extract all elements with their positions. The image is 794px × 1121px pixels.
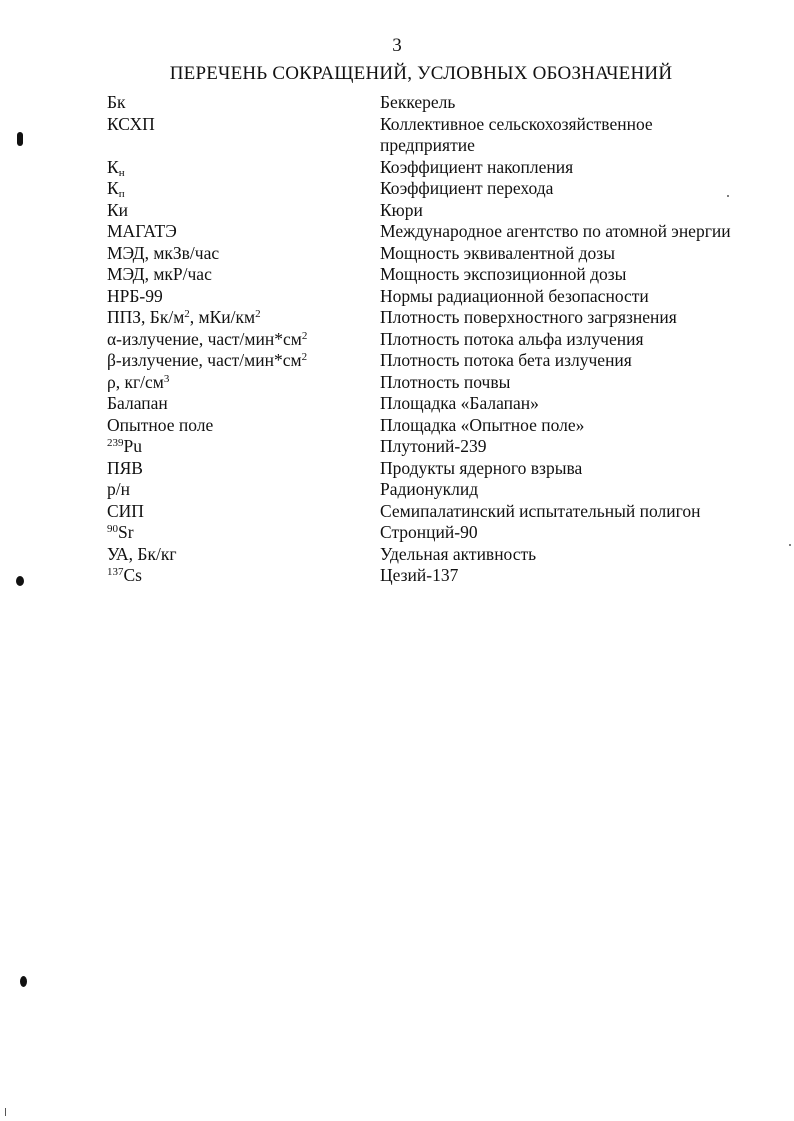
abbreviation-definition: Стронций-90 [380,522,478,542]
abbreviation-row [107,329,747,351]
abbreviation-term [107,307,380,329]
abbreviation-row [107,565,747,587]
abbreviation-term [107,393,380,415]
term-base: Бк [107,92,126,112]
term-base: β-излучение, част/мин*см [107,350,302,370]
abbreviation-definition: Мощность экспозиционной дозы [380,264,627,284]
term-base: ППЗ, Бк/м [107,307,185,327]
abbreviation-row [107,436,747,458]
abbreviation-term [107,264,380,286]
term-prefix-superscript: 239 [107,437,124,449]
abbreviation-row [107,92,747,114]
abbreviation-term [107,286,380,308]
abbreviation-term [107,544,380,566]
abbreviation-definition: Плутоний-239 [380,436,487,456]
term-base: α-излучение, част/мин*см [107,328,302,349]
term-prefix-superscript: 137 [107,566,124,578]
abbreviation-definition: Коллективное сельскохозяйственное предприятие [380,113,653,155]
abbreviation-term [107,243,380,265]
abbreviation-term [107,200,380,222]
abbreviation-term [107,458,380,480]
term-prefix-superscript: 90 [107,523,118,535]
abbreviation-row [107,286,747,308]
abbreviation-term [107,350,380,372]
abbreviation-term [107,522,380,544]
abbreviation-definition: Радионуклид [380,479,479,499]
term-base: К [107,156,119,177]
term-base: НРБ-99 [107,285,163,306]
term-base: Sr [118,522,134,542]
abbreviation-term [107,372,380,394]
scan-artifact-mark [17,132,23,146]
abbreviation-list [107,92,747,587]
abbreviation-row [107,522,747,544]
scan-artifact-mark [16,576,24,586]
term-superscript: 2 [301,351,308,363]
abbreviation-row [107,501,747,523]
abbreviation-row [107,264,747,286]
abbreviation-term [107,92,380,114]
abbreviation-term [107,157,380,179]
term-superscript: 2 [184,308,190,320]
abbreviation-row [107,458,747,480]
scan-artifact-mark [20,976,27,987]
scan-speck [727,195,729,197]
abbreviation-term [107,178,380,200]
abbreviation-definition: Мощность эквивалентной дозы [380,242,615,263]
abbreviation-row [107,307,747,329]
term-base: МАГАТЭ [107,221,177,241]
term-base: Ки [107,199,129,220]
term-base: Cs [123,565,142,585]
abbreviation-term [107,329,380,351]
abbreviation-term [107,501,380,523]
term-base: УА, Бк/кг [107,543,177,564]
abbreviation-term [107,565,380,587]
term-base: Балапан [107,393,168,413]
abbreviation-row [107,479,747,501]
abbreviation-term [107,221,380,243]
abbreviation-row [107,200,747,222]
abbreviation-term [107,436,380,458]
abbreviation-definition: Плотность потока бета излучения [380,350,632,370]
term-base: СИП [107,500,144,521]
abbreviation-definition: Продукты ядерного взрыва [380,457,583,478]
term-base: р/н [107,479,130,499]
abbreviation-row [107,178,747,200]
abbreviation-row [107,415,747,437]
abbreviation-definition: Коэффициент накопления [380,156,574,177]
abbreviation-definition: Плотность поверхностного загрязнения [380,307,677,327]
abbreviation-definition: Международное агентство по атомной энергии [380,221,731,241]
abbreviation-definition: Кюри [380,199,423,220]
term-superscript: 2 [301,329,308,342]
term-base: ρ, кг/см [107,371,164,392]
term-superscript: 3 [163,372,170,385]
abbreviation-definition: Беккерель [380,92,456,112]
abbreviation-term [107,114,380,157]
page-number: 3 [392,35,402,56]
abbreviation-row [107,393,747,415]
term-base: КСХП [107,113,155,134]
abbreviation-row [107,114,747,157]
scan-speck [789,544,791,546]
abbreviation-row [107,372,747,394]
abbreviation-row [107,157,747,179]
term-subscript: п [118,188,125,200]
term-base: К [107,178,119,198]
abbreviation-row [107,243,747,265]
term-base: Опытное поле [107,414,214,435]
term-base: ПЯВ [107,457,143,478]
abbreviation-definition: Нормы радиационной безопасности [380,285,649,306]
abbreviation-term [107,415,380,437]
term-subscript: н [118,166,125,179]
abbreviation-definition: Цезий-137 [380,565,459,585]
abbreviation-definition: Плотность почвы [380,371,511,392]
term-tail: , мКи/км [189,307,256,327]
term-tail-superscript: 2 [255,308,261,320]
term-base: Pu [123,436,142,456]
abbreviation-definition: Удельная активность [380,543,537,564]
abbreviation-definition: Площадка «Опытное поле» [380,414,585,435]
abbreviation-definition: Коэффициент перехода [380,178,554,198]
term-base: МЭД, мкР/час [107,264,212,284]
abbreviation-definition: Площадка «Балапан» [380,393,539,413]
term-base: МЭД, мкЗв/час [107,242,220,263]
abbreviation-row [107,350,747,372]
abbreviation-row [107,544,747,566]
abbreviation-definition: Плотность потока альфа излучения [380,328,644,349]
abbreviation-definition: Семипалатинский испытательный полигон [380,500,701,521]
abbreviation-term [107,479,380,501]
scan-speck [5,1108,6,1116]
abbreviation-row [107,221,747,243]
page-title: ПЕРЕЧЕНЬ СОКРАЩЕНИЙ, УСЛОВНЫХ ОБОЗНАЧЕНИЙ [169,63,673,84]
